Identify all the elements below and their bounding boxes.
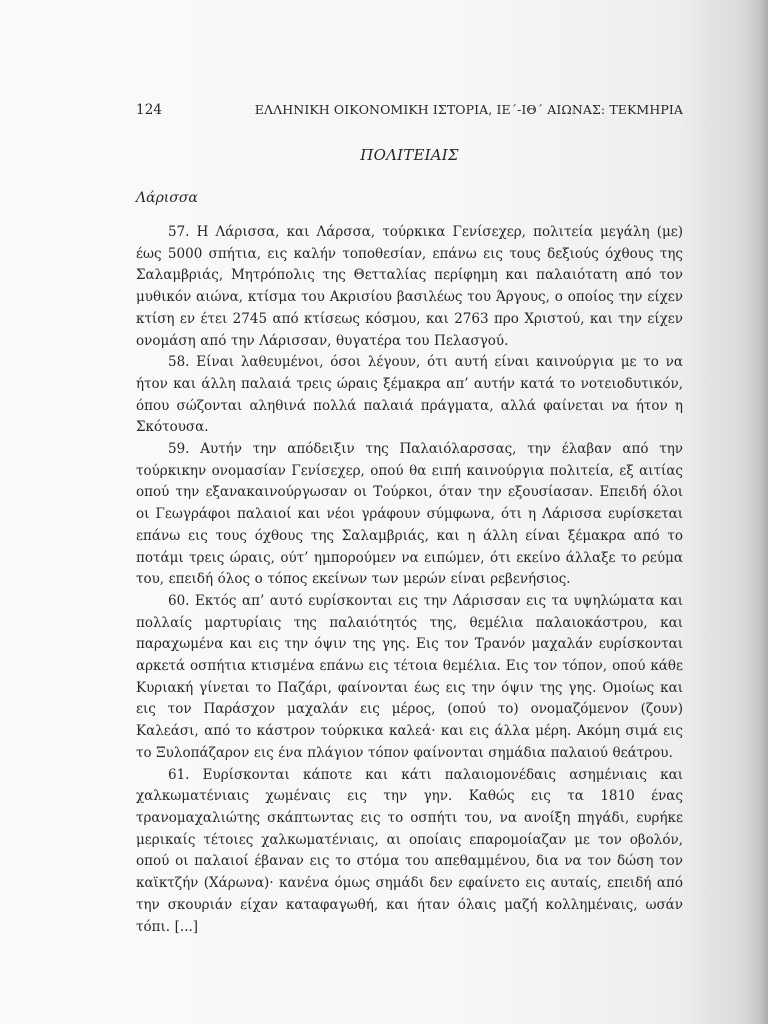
page-number: 124 (136, 102, 163, 118)
paragraph-58: 58. Είναι λαθευμένοι, όσοι λέγουν, ότι αυτή είναι καινούργια με το να ήτον και άλλη παλαιά τρεις ώραις ξέμακρα απ’ αυτήν κατά το νοτειοδυτικόν, όπου σώζονται αληθινά πολλά παλαιά πράγματα, αλλά φαίνεται να ήτον η Σκότουσα. (136, 354, 683, 436)
paragraph-61: 61. Ευρίσκονται κάποτε και κάτι παλαιομονέδαις ασημένιαις και χαλκωματένιαις χωμέναις εις την γην. Καθώς εις τα 1810 ένας τρανομαχαλιώτης σκάπτωντας εις το οσπήτι του, να ανοίξη πηγάδι, ευρήκε μερικαίς τέτοιες χαλκωματένιαις, αι οποίαις επαρομοίαζαν με τον οβολόν, οπού οι παλαιοί έβαναν εις το στόμα του απεθαμμένου, δια να τον δώση τον καϊκτζήν (Χάρωνα)· κανένα όμως σημάδι δεν εφαίνετο εις αυταίς, επειδή από την σκουριάν είχαν καταφαγωθή, και ήταν όλαις μαζή κολλημέναις, ωσάν τόπι. [...] (136, 766, 683, 935)
paragraph-57: 57. Η Λάρισσα, και Λάρσσα, τούρκικα Γενίσεχερ, πολιτεία μεγάλη (με) έως 5000 σπήτια, εις καλήν τοποθεσίαν, επάνω εις τους δεξιούς όχθους της Σαλαμβριάς, Μητρόπολις της Θετταλίας περίφημη και παλαιότατη από τον μυθικόν αιώνα, κτίσμα του Ακρισίου βασιλέως του Άργους, ο οποίος την είχεν κτίση εν έτει 2745 από κτίσεως κόσμου, και 2763 προ Χριστού, και την είχεν ονομάση από την Λάρισσαν, θυγατέρα του Πελασγού. (136, 224, 683, 349)
running-header (136, 100, 683, 120)
place-subheading: Λάρισσα (136, 190, 198, 206)
section-title: ΠΟΛΙΤΕΙΑΙΣ (360, 146, 459, 164)
page-shadow-edge (746, 0, 768, 1024)
running-title: ΕΛΛΗΝΙΚΗ ΟΙΚΟΝΟΜΙΚΗ ΙΣΤΟΡΙΑ, ΙΕ΄-ΙΘ΄ ΑΙΩΝΑΣ: ΤΕΚΜΗΡΙΑ (254, 102, 683, 117)
paragraph-60: 60. Εκτός απ’ αυτό ευρίσκονται εις την Λάρισσαν εις τα υψηλώματα και πολλαίς μαρτυρίαις της παλαιότητός της, θεμέλια παλαιοκάστρου, και παραχωμένα και εις την όψιν της γης. Εις τον Τρανόν μαχαλάν ευρίσκονται αρκετά οσπήτια κτισμένα επάνω εις τέτοια θεμέλια. Εις τον τόπον, οπού κάθε Κυριακή γίνεται το Παζάρι, φαίνονται έως εις την όψιν της γης. Ομοίως και εις τον Παράσχον μαχαλάν εις μέρος, (οπού το) ονομαζόμενον (ζουν) Καλεάσι, από το κάστρον τούρκικα καλεά· και εις άλλα μέρη. Ακόμη σιμά εις το Ξυλοπάζαρον εις ένα πλάγιον τόπον φαίνονται σημάδια παλαιού θεάτρου. (136, 592, 683, 761)
paragraph-59: 59. Αυτήν την απόδειξιν της Παλαιόλαρσσας, την έλαβαν από την τούρκικην ονομασίαν Γενίσεχερ, οπού θα ειπή καινούργια πολιτεία, εξ αιτίας οπού την εξανακαινούργωσαν οι Τούρκοι, όταν την εξουσίασαν. Επειδή όλοι οι Γεωγράφοι παλαιοί και νέοι γράφουν σύμφωνα, ότι η Λάρισσα ευρίσκεται επάνω εις τους όχθους της Σαλαμβριάς, και η άλλη είναι ξέμακρα από το ποτάμι τρεις ώραις, ούτ’ ημπορούμεν να ειπώμεν, ότι εκείνο άλλαξε το ρεύμα του, επειδή όλος ο τόπος εκείνων των μερών είναι ρεβενήσιος. (136, 441, 683, 588)
page-text-block (136, 100, 683, 938)
body-text (136, 222, 683, 938)
